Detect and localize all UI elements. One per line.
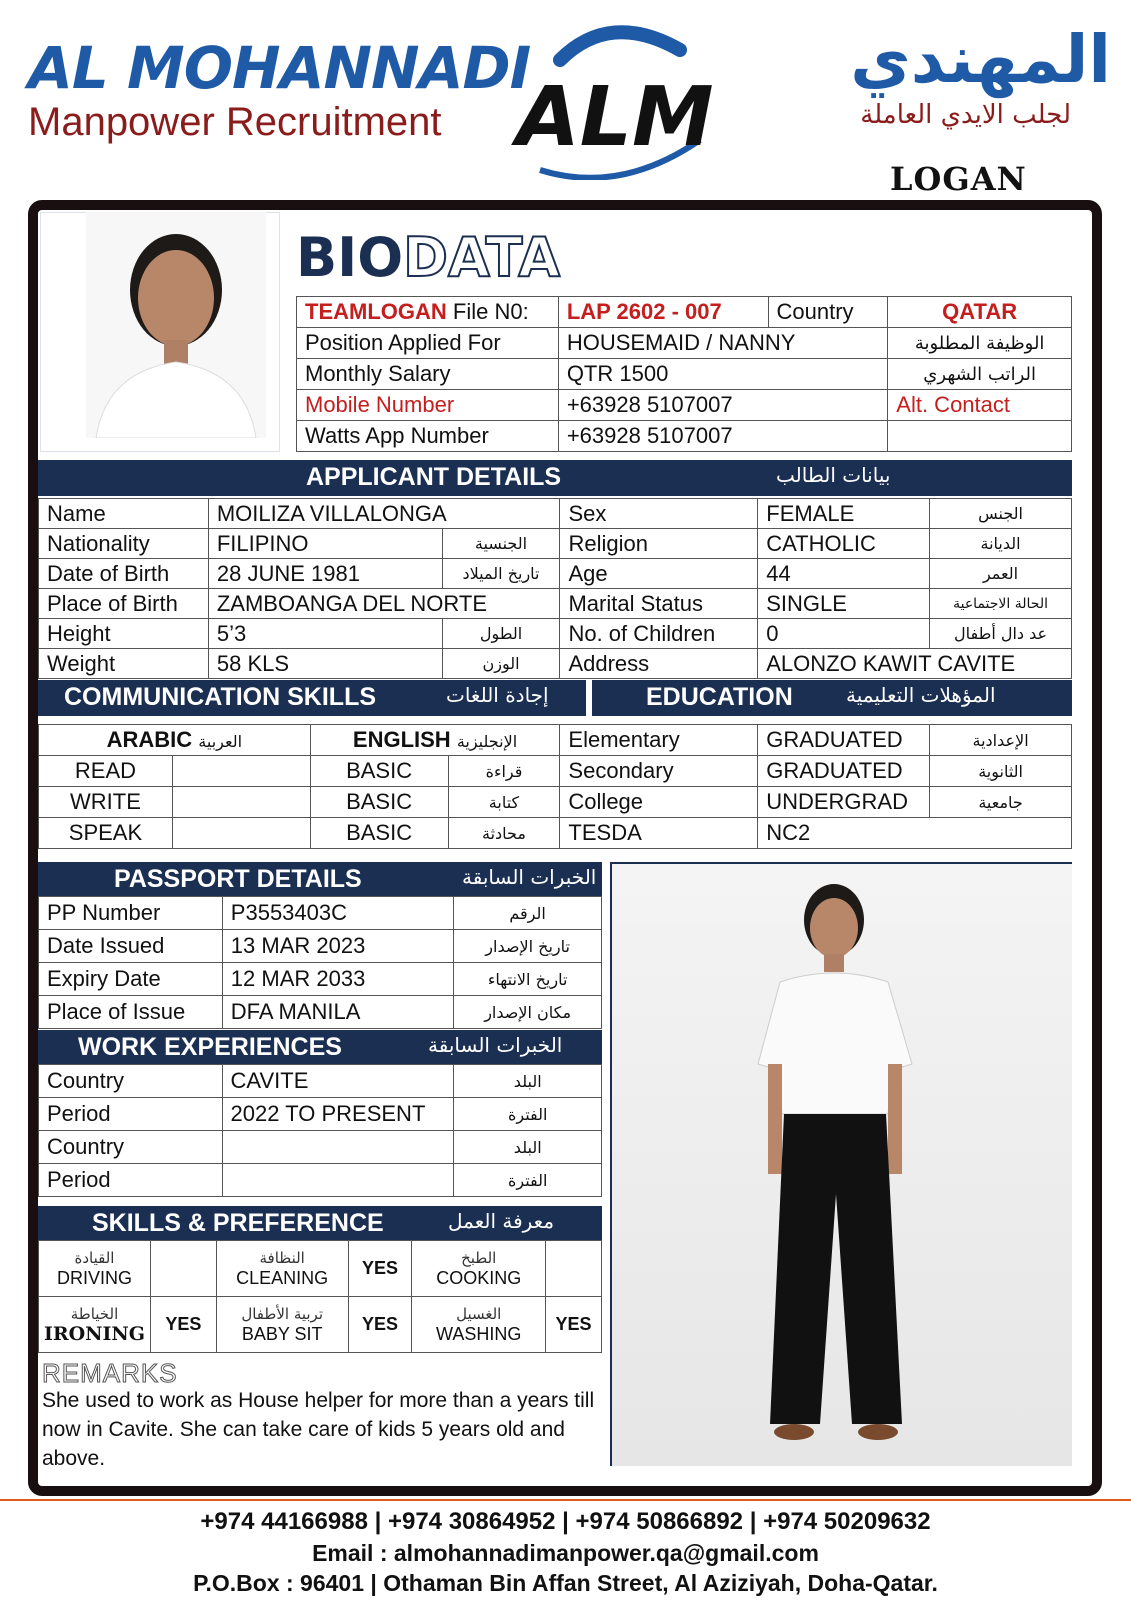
passport-details-title: PASSPORT DETAILS	[114, 865, 362, 893]
skill-driving-label: DRIVING	[56, 1267, 132, 1288]
tesda-value: NC2	[758, 818, 1072, 849]
secondary-value: GRADUATED	[758, 756, 930, 787]
skill-cleaning-label-ar: النظافة	[259, 1248, 305, 1267]
skill-cooking	[412, 1241, 546, 1297]
skill-ironing-label: IRONING	[43, 1322, 146, 1345]
table-row	[297, 390, 1072, 421]
height-label-ar: الطول	[442, 619, 560, 649]
position-value: HOUSEMAID / NANNY	[558, 328, 887, 359]
team-label: TEAMLOGAN	[305, 299, 447, 324]
brand-title: AL MOHANNADI	[28, 34, 531, 102]
table-row	[39, 649, 1072, 679]
skill-babysit	[216, 1297, 348, 1353]
pob-label: Place of Birth	[39, 589, 209, 619]
weight-value: 58 KLS	[208, 649, 442, 679]
write-label: WRITE	[39, 787, 173, 818]
english-header-cell	[310, 725, 560, 756]
skill-washing-value: YES	[546, 1297, 602, 1353]
work-country-value	[222, 1131, 454, 1164]
work-experiences-table	[38, 1064, 602, 1197]
table-row	[39, 725, 1072, 756]
marital-label-ar: الحالة الاجتماعية	[930, 589, 1072, 619]
table-row	[39, 1241, 602, 1297]
secondary-label: Secondary	[560, 756, 758, 787]
sex-label-ar: الجنس	[930, 499, 1072, 529]
title-data: DATA	[403, 226, 561, 289]
work-country-label-ar: البلد	[454, 1131, 602, 1164]
arabic-write-value	[172, 787, 310, 818]
skills-preference-title-ar: معرفة العمل	[448, 1209, 555, 1233]
english-speak-value: BASIC	[310, 818, 448, 849]
expiry-date-label: Expiry Date	[39, 963, 223, 996]
religion-label: Religion	[560, 529, 758, 559]
file-label: File N0:	[452, 299, 529, 324]
speak-label: SPEAK	[39, 818, 173, 849]
table-row	[39, 589, 1072, 619]
work-country-value: CAVITE	[222, 1065, 454, 1098]
page-footer	[0, 1506, 1131, 1598]
address-label: Address	[560, 649, 758, 679]
name-value: MOILIZA VILLALONGA	[208, 499, 560, 529]
communication-education-bar	[38, 680, 1072, 716]
name-label: Name	[39, 499, 209, 529]
education-title-ar: المؤهلات التعليمية	[846, 683, 996, 707]
age-value: 44	[758, 559, 930, 589]
bar-divider	[586, 680, 592, 716]
college-label-ar: جامعية	[930, 787, 1072, 818]
table-row	[39, 818, 1072, 849]
salary-label-ar: الراتب الشهري	[888, 359, 1072, 390]
brand-subtitle: Manpower Recruitment	[28, 100, 442, 144]
table-row	[297, 297, 1072, 328]
date-issued-label-ar: تاريخ الإصدار	[454, 930, 602, 963]
work-period-value	[222, 1164, 454, 1197]
logo-text: ALM	[516, 70, 714, 165]
skill-cleaning	[216, 1241, 348, 1297]
weight-label-ar: الوزن	[442, 649, 560, 679]
height-label: Height	[39, 619, 209, 649]
table-row	[39, 1131, 602, 1164]
skill-washing	[412, 1297, 546, 1353]
footer-address: P.O.Box : 96401 | Othaman Bin Affan Street, Al Aziziyah, Doha-Qatar.	[193, 1570, 938, 1596]
skill-washing-label: WASHING	[436, 1323, 522, 1344]
skill-babysit-value: YES	[348, 1297, 412, 1353]
table-row	[39, 499, 1072, 529]
elementary-label: Elementary	[560, 725, 758, 756]
table-row	[39, 529, 1072, 559]
team-name: LOGAN	[890, 160, 1027, 198]
expiry-date-label-ar: تاريخ الانتهاء	[454, 963, 602, 996]
table-row	[297, 421, 1072, 452]
pp-number-label-ar: الرقم	[454, 897, 602, 930]
arabic-read-value	[172, 756, 310, 787]
nationality-label-ar: الجنسية	[442, 529, 560, 559]
brand-arabic	[850, 20, 1111, 130]
place-of-issue-label-ar: مكان الإصدار	[454, 996, 602, 1029]
elementary-label-ar: الإعدادية	[930, 725, 1072, 756]
dob-label-ar: تاريخ الميلاد	[442, 559, 560, 589]
speak-label-ar: محادثة	[448, 818, 560, 849]
skill-driving	[39, 1241, 151, 1297]
work-period-label-ar: الفترة	[454, 1098, 602, 1131]
work-experiences-title-ar: الخبرات السابقة	[428, 1033, 563, 1057]
write-label-ar: كتابة	[448, 787, 560, 818]
biodata-frame	[28, 200, 1102, 1496]
communication-title-ar: إجادة اللغات	[446, 683, 549, 707]
page-header	[0, 0, 1131, 200]
applicant-details-bar	[38, 460, 1072, 496]
table-row	[297, 359, 1072, 390]
alm-logo-icon	[500, 20, 730, 180]
brand-english	[28, 34, 531, 144]
skills-preference-bar	[38, 1206, 602, 1240]
applicant-details-title-ar: بيانات الطالب	[776, 463, 891, 487]
religion-value: CATHOLIC	[758, 529, 930, 559]
skill-cooking-label-ar: الطبخ	[461, 1248, 497, 1267]
skill-cleaning-value: YES	[348, 1241, 412, 1297]
expiry-date-value: 12 MAR 2033	[222, 963, 453, 996]
place-of-issue-value: DFA MANILA	[222, 996, 453, 1029]
dob-label: Date of Birth	[39, 559, 209, 589]
applicant-portrait-photo	[86, 212, 266, 438]
brand-arabic-title: المهندي	[850, 21, 1111, 98]
communication-education-table	[38, 724, 1072, 849]
whatsapp-value: +63928 5107007	[558, 421, 887, 452]
whatsapp-label: Watts App Number	[297, 421, 559, 452]
english-write-value: BASIC	[310, 787, 448, 818]
work-period-label: Period	[39, 1164, 223, 1197]
address-value: ALONZO KAWIT CAVITE	[758, 649, 1072, 679]
skill-ironing-value: YES	[150, 1297, 216, 1353]
portrait-icon	[86, 212, 266, 438]
skill-cooking-value	[546, 1241, 602, 1297]
passport-details-bar	[38, 862, 602, 896]
salary-value: QTR 1500	[558, 359, 887, 390]
table-row	[39, 897, 602, 930]
position-label: Position Applied For	[297, 328, 559, 359]
file-label-cell	[297, 297, 559, 328]
applicant-details-title: APPLICANT DETAILS	[306, 463, 562, 491]
table-row	[39, 787, 1072, 818]
date-issued-label: Date Issued	[39, 930, 223, 963]
skill-ironing-label-ar: الخياطة	[70, 1304, 119, 1323]
work-period-label: Period	[39, 1098, 223, 1131]
table-row	[39, 756, 1072, 787]
pp-number-label: PP Number	[39, 897, 223, 930]
arabic-label: ARABIC	[106, 727, 193, 752]
passport-details-table	[38, 896, 602, 1029]
arabic-speak-value	[172, 818, 310, 849]
children-label: No. of Children	[560, 619, 758, 649]
table-row	[39, 559, 1072, 589]
alt-contact-value	[888, 421, 1072, 452]
read-label: READ	[39, 756, 173, 787]
work-country-label: Country	[39, 1131, 223, 1164]
communication-title: COMMUNICATION SKILLS	[64, 683, 377, 711]
skill-cooking-label: COOKING	[436, 1267, 522, 1288]
table-row	[39, 1065, 602, 1098]
arabic-header-cell	[39, 725, 311, 756]
age-label-ar: العمر	[930, 559, 1072, 589]
mobile-label: Mobile Number	[297, 390, 559, 421]
remarks-text: She used to work as House helper for more than a years till now in Cavite. She can take care of kids 5 years old and above.	[42, 1389, 595, 1470]
table-row	[39, 996, 602, 1029]
mobile-value: +63928 5107007	[558, 390, 887, 421]
place-of-issue-label: Place of Issue	[39, 996, 223, 1029]
nationality-value: FILIPINO	[208, 529, 442, 559]
arabic-label-ar: العربية	[198, 732, 243, 751]
remarks-section	[38, 1354, 602, 1470]
english-read-value: BASIC	[310, 756, 448, 787]
children-value: 0	[758, 619, 930, 649]
footer-email: Email : almohannadimanpower.qa@gmail.com	[312, 1540, 819, 1566]
table-row	[39, 619, 1072, 649]
skills-preference-title: SKILLS & PREFERENCE	[92, 1209, 384, 1237]
table-row	[39, 963, 602, 996]
applicant-full-body-photo	[610, 862, 1072, 1466]
file-info-table	[296, 296, 1072, 452]
work-experiences-bar	[38, 1030, 602, 1064]
full-body-photo-icon	[612, 864, 1072, 1466]
remarks-title: REMARKS	[42, 1358, 178, 1388]
dob-value: 28 JUNE 1981	[208, 559, 442, 589]
brand-arabic-subtitle: لجلب الايدي العاملة	[860, 100, 1071, 130]
marital-value: SINGLE	[758, 589, 930, 619]
table-row	[39, 1164, 602, 1197]
tesda-label: TESDA	[560, 818, 758, 849]
position-label-ar: الوظيفة المطلوبة	[888, 328, 1072, 359]
marital-label: Marital Status	[560, 589, 758, 619]
table-row	[39, 930, 602, 963]
work-country-label: Country	[39, 1065, 223, 1098]
college-value: UNDERGRAD	[758, 787, 930, 818]
weight-label: Weight	[39, 649, 209, 679]
read-label-ar: قراءة	[448, 756, 560, 787]
applicant-details-table	[38, 498, 1072, 679]
english-label-ar: الإنجليزية	[456, 732, 518, 751]
table-row	[39, 1098, 602, 1131]
work-country-label-ar: البلد	[454, 1065, 602, 1098]
title-bio: BIO	[296, 226, 404, 289]
skill-driving-label-ar: القيادة	[74, 1248, 115, 1267]
skill-cleaning-label: CLEANING	[236, 1267, 329, 1288]
college-label: College	[560, 787, 758, 818]
nationality-label: Nationality	[39, 529, 209, 559]
alt-contact-label: Alt. Contact	[888, 390, 1072, 421]
skills-table	[38, 1240, 602, 1353]
age-label: Age	[560, 559, 758, 589]
pob-value: ZAMBOANGA DEL NORTE	[208, 589, 560, 619]
table-row	[297, 328, 1072, 359]
footer-divider	[0, 1499, 1131, 1501]
religion-label-ar: الديانة	[930, 529, 1072, 559]
secondary-label-ar: الثانوية	[930, 756, 1072, 787]
english-label: ENGLISH	[352, 727, 451, 752]
pp-number-value: P3553403C	[222, 897, 453, 930]
sex-label: Sex	[560, 499, 758, 529]
country-label: Country	[768, 297, 888, 328]
sex-value: FEMALE	[758, 499, 930, 529]
work-period-value: 2022 TO PRESENT	[222, 1098, 454, 1131]
skill-babysit-label-ar: تربية الأطفال	[241, 1304, 324, 1323]
biodata-title	[296, 228, 560, 288]
height-value: 5’3	[208, 619, 442, 649]
education-title: EDUCATION	[646, 683, 793, 711]
skill-driving-value	[150, 1241, 216, 1297]
skill-ironing	[39, 1297, 151, 1353]
work-period-label-ar: الفترة	[454, 1164, 602, 1197]
salary-label: Monthly Salary	[297, 359, 559, 390]
work-experiences-title: WORK EXPERIENCES	[78, 1033, 342, 1061]
file-number: LAP 2602 - 007	[558, 297, 768, 328]
date-issued-value: 13 MAR 2023	[222, 930, 453, 963]
skill-washing-label-ar: الغسيل	[456, 1304, 502, 1323]
passport-details-title-ar: الخبرات السابقة	[462, 865, 597, 889]
country-value: QATAR	[888, 297, 1072, 328]
table-row	[39, 1297, 602, 1353]
elementary-value: GRADUATED	[758, 725, 930, 756]
children-label-ar: عد دال أطفال	[930, 619, 1072, 649]
footer-phones: +974 44166988 | +974 30864952 | +974 50866892 | +974 50209632	[200, 1508, 931, 1535]
skill-babysit-label: BABY SIT	[241, 1323, 323, 1344]
